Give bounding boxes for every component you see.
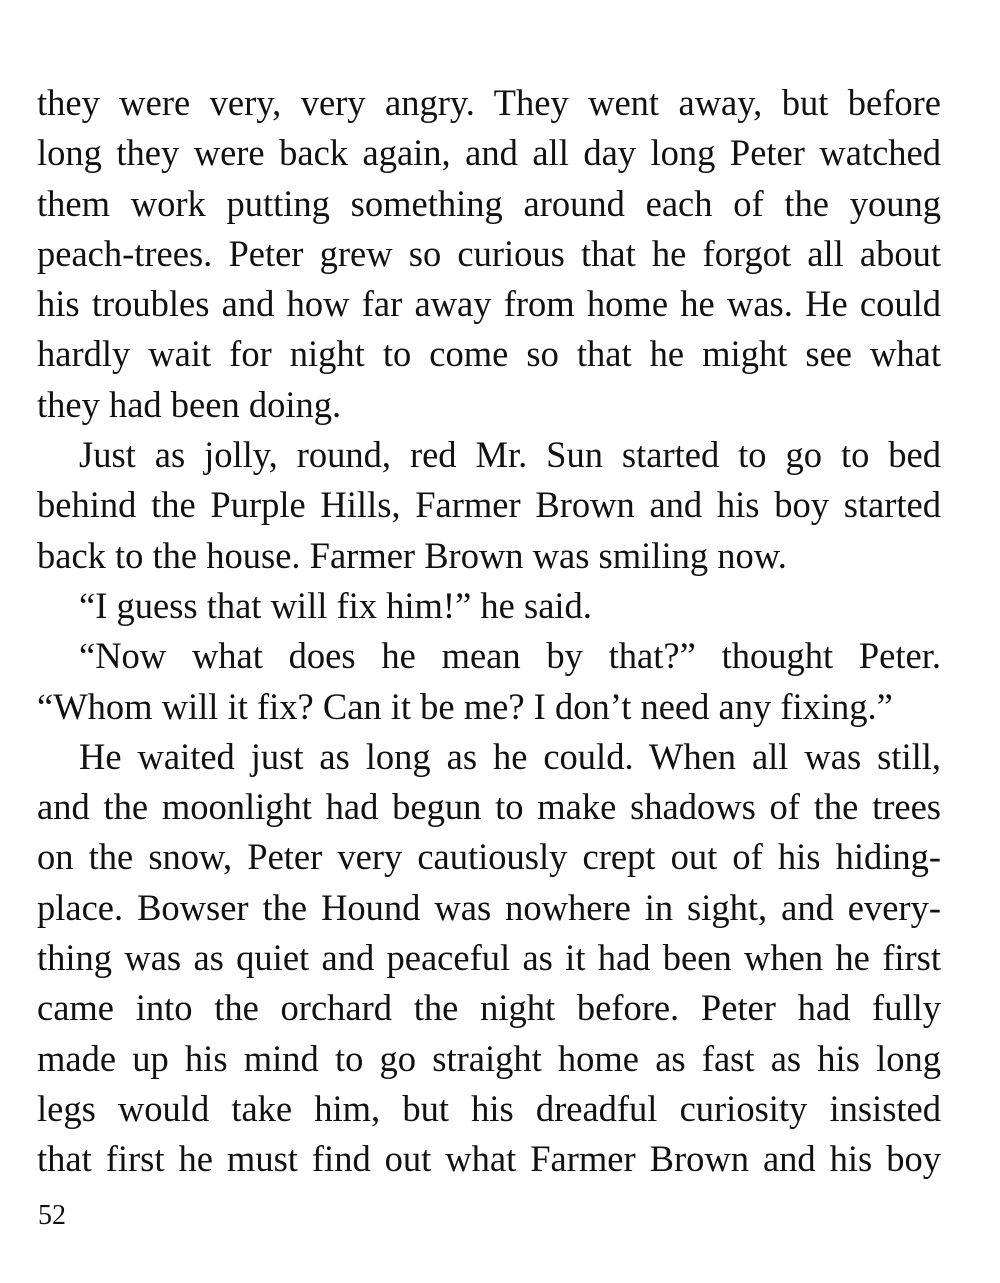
page-number: 52 [38,1200,66,1231]
text-line: legs would take him, but his dreadful curiosity insisted [37,1087,941,1129]
paragraph [37,631,941,732]
text-line: hardly wait for night to come so that he might see what [37,333,941,375]
text-line: Just as jolly, round, red Mr. Sun started to go to bed [79,434,941,476]
paragraph [37,732,941,1185]
paragraph [37,430,941,581]
paragraph [37,78,941,430]
text-line: they had been doing. [37,383,342,425]
text-line: his troubles and how far away from home he was. He could [37,283,941,325]
text-line: “Now what does he mean by that?” thought Peter. [79,635,941,677]
paragraph [37,581,941,631]
text-line: they were very, very angry. They went away, but before [37,82,941,123]
text-line: came into the orchard the night before. Peter had fully [37,987,941,1029]
text-line: thing was as quiet and peaceful as it had been when he first [37,937,941,979]
text-line: and the moonlight had begun to make shadows of the trees [37,786,941,828]
body-text [37,78,941,1185]
text-line: “I guess that will fix him!” he said. [79,584,592,626]
text-line: that first he must find out what Farmer Brown and his boy [37,1138,941,1180]
text-line: place. Bowser the Hound was nowhere in sight, and every- [37,886,941,928]
text-line: He waited just as long as he could. When all was still, [79,735,941,777]
text-line: made up his mind to go straight home as fast as his long [37,1037,941,1079]
text-line: peach-trees. Peter grew so curious that he forgot all about [37,232,941,274]
text-line: back to the house. Farmer Brown was smiling now. [37,534,787,576]
text-line: on the snow, Peter very cautiously crept out of his hiding- [37,836,941,878]
text-line: “Whom will it fix? Can it be me? I don’t need any fixing.” [37,685,893,727]
text-line: them work putting something around each of the young [37,182,941,224]
text-line: long they were back again, and all day long Peter watched [37,132,941,174]
text-line: behind the Purple Hills, Farmer Brown and his boy started [37,484,941,526]
